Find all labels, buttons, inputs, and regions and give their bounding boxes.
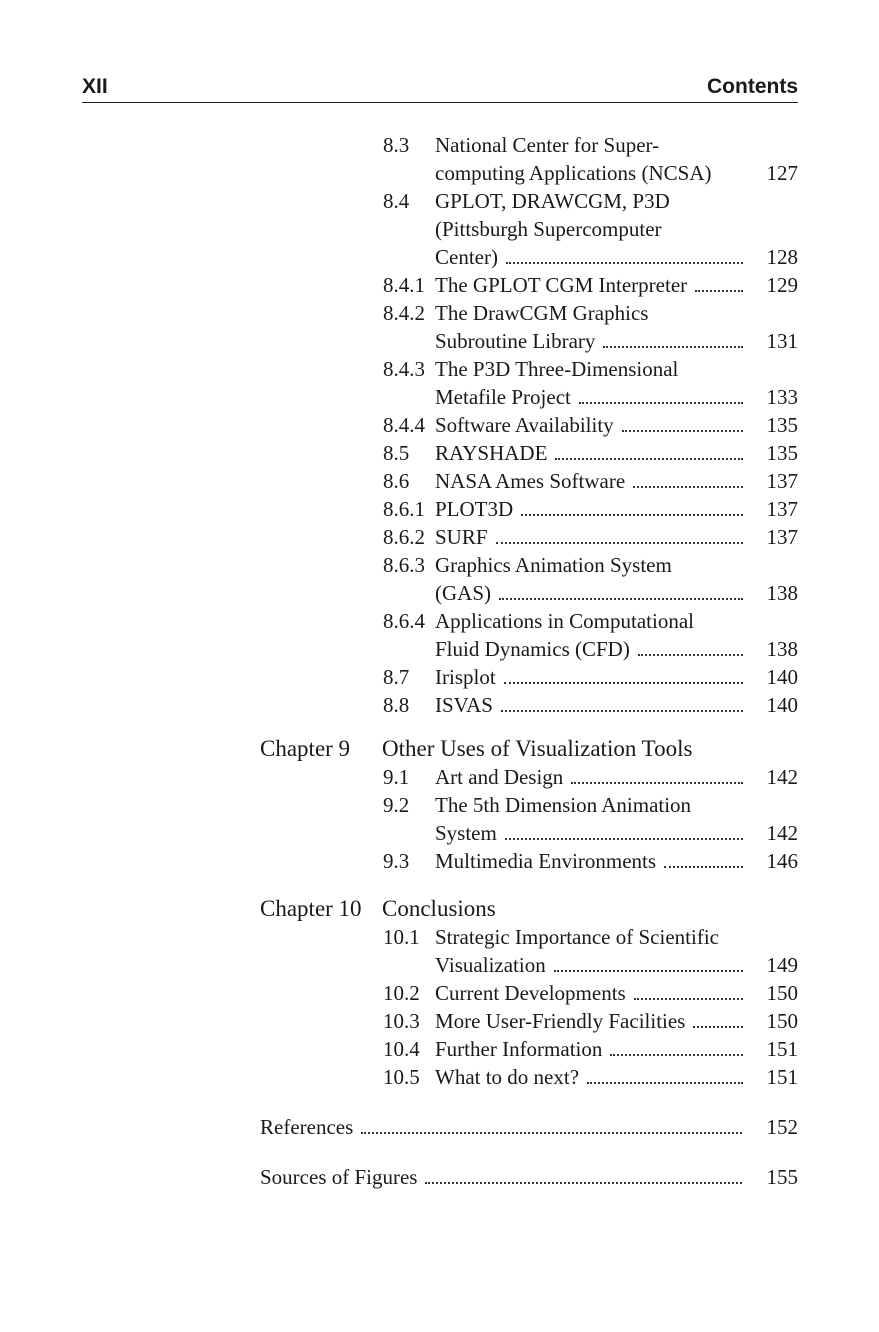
page-number-ref: 135: [766, 413, 798, 437]
toc-entry[interactable]: [383, 923, 798, 979]
dot-leader: [587, 1082, 743, 1084]
running-title: Contents: [707, 75, 798, 98]
toc-entry[interactable]: [383, 439, 798, 467]
section-title-text: Strategic Importance of Scientific: [435, 925, 719, 949]
section-title-text: Irisplot: [435, 665, 496, 689]
section-title-text: Subroutine Library: [435, 329, 596, 353]
section-title-line: [435, 663, 751, 691]
section-number: 8.4.3: [383, 357, 425, 381]
section-title-text: The GPLOT CGM Interpreter: [435, 273, 688, 297]
section-title-line: [435, 327, 751, 355]
section-title-text: (GAS): [435, 581, 491, 605]
chapter-heading[interactable]: [260, 735, 798, 765]
section-title-line: [435, 979, 751, 1007]
section-number: 9.3: [383, 849, 410, 873]
page-number-ref: 151: [766, 1037, 798, 1061]
section-title-text: Visualization: [435, 953, 546, 977]
section-title: [435, 299, 751, 355]
dot-leader: [633, 486, 743, 488]
section-title-line: [435, 523, 751, 551]
section-title: [435, 523, 751, 551]
section-title-text: SURF: [435, 525, 488, 549]
toc-entry[interactable]: [383, 271, 798, 299]
dot-leader: [571, 782, 743, 784]
dot-leader: [504, 682, 743, 684]
section-title: [435, 663, 751, 691]
section-title-text: NASA Ames Software: [435, 469, 626, 493]
toc-entry[interactable]: [383, 495, 798, 523]
toc-entry[interactable]: [383, 979, 798, 1007]
dot-leader: [521, 514, 743, 516]
section-number: 8.8: [383, 693, 410, 717]
section-title: [435, 1063, 751, 1091]
section-number: 10.5: [383, 1065, 420, 1089]
toc-entry[interactable]: [383, 1063, 798, 1091]
section-title: [435, 187, 751, 271]
dot-leader: [693, 1026, 743, 1028]
section-title-text: GPLOT, DRAWCGM, P3D: [435, 189, 670, 213]
toc-entry[interactable]: [383, 663, 798, 691]
page-number-ref: 138: [766, 581, 798, 605]
page-number-ref: 137: [766, 497, 798, 521]
section-number: 10.3: [383, 1009, 420, 1033]
section-title: [435, 607, 751, 663]
dot-leader: [361, 1132, 742, 1134]
page-number-ref: 133: [766, 385, 798, 409]
toc-entry[interactable]: [383, 551, 798, 607]
section-title-line: [435, 635, 751, 663]
section-title-line: [435, 819, 751, 847]
section-title-text: RAYSHADE: [435, 441, 548, 465]
section-number: 8.4.4: [383, 413, 425, 437]
dot-leader: [425, 1182, 742, 1184]
section-title: [435, 495, 751, 523]
page-number-ref: 140: [766, 693, 798, 717]
section-number: 8.3: [383, 133, 410, 157]
toc-entry[interactable]: [383, 523, 798, 551]
dot-leader: [695, 290, 743, 292]
section-number: 8.4.1: [383, 273, 425, 297]
dot-leader: [610, 1054, 743, 1056]
toc-entry[interactable]: [383, 299, 798, 355]
section-title: [435, 847, 751, 875]
tail-title: References: [260, 1115, 354, 1139]
dot-leader: [496, 542, 743, 544]
section-title-line: [435, 355, 751, 383]
section-number: 10.1: [383, 925, 420, 949]
chapter-label: Chapter 9: [260, 736, 351, 761]
chapter-label: Chapter 10: [260, 896, 362, 921]
section-title: [435, 467, 751, 495]
toc-entry[interactable]: [383, 411, 798, 439]
section-title-line: [435, 467, 751, 495]
section-number: 8.6.1: [383, 497, 425, 521]
dot-leader: [638, 654, 743, 656]
section-title: [435, 355, 751, 411]
section-title-text: More User-Friendly Facilities: [435, 1009, 686, 1033]
dot-leader: [499, 598, 743, 600]
section-title-text: computing Applications (NCSA): [435, 161, 712, 185]
section-title-line: [435, 243, 751, 271]
section-title-text: Art and Design: [435, 765, 564, 789]
section-number: 10.2: [383, 981, 420, 1005]
section-number: 9.1: [383, 765, 410, 789]
tail-line: [260, 1163, 798, 1191]
section-title: [435, 439, 751, 467]
references-entry[interactable]: [260, 1113, 798, 1141]
running-header: [82, 72, 798, 103]
section-title-line: [435, 847, 751, 875]
section-title-line: [435, 579, 751, 607]
page-number-ref: 127: [766, 161, 798, 185]
page-number-ref: 131: [766, 329, 798, 353]
section-title: [435, 1007, 751, 1035]
toc-entry[interactable]: [383, 691, 798, 719]
section-title-line: [435, 607, 751, 635]
page-number-ref: 135: [766, 441, 798, 465]
tail-title: Sources of Figures: [260, 1165, 418, 1189]
chapter-title: Conclusions: [382, 896, 496, 921]
section-title: [435, 763, 751, 791]
section-title-line: [435, 187, 751, 215]
section-title-line: [435, 691, 751, 719]
dot-leader: [554, 970, 743, 972]
toc-entry[interactable]: [383, 607, 798, 663]
page-number-ref: 140: [766, 665, 798, 689]
page-number-ref: 150: [766, 981, 798, 1005]
page-number-ref: 149: [766, 953, 798, 977]
section-title-text: PLOT3D: [435, 497, 514, 521]
page-number: XII: [82, 75, 108, 98]
section-title-line: [435, 439, 751, 467]
section-number: 8.6: [383, 469, 410, 493]
section-title-text: Further Information: [435, 1037, 603, 1061]
tail-line: [260, 1113, 798, 1141]
section-number: 8.6.4: [383, 609, 425, 633]
section-title-line: [435, 791, 751, 819]
dot-leader: [506, 262, 743, 264]
section-title: [435, 923, 751, 979]
section-title-text: The P3D Three-Dimensional: [435, 357, 679, 381]
section-title-line: [435, 271, 751, 299]
section-title-text: System: [435, 821, 497, 845]
section-title-line: [435, 299, 751, 327]
section-title-text: The DrawCGM Graphics: [435, 301, 649, 325]
section-title-text: Current Developments: [435, 981, 626, 1005]
section-title-line: [435, 131, 751, 159]
section-title-text: Fluid Dynamics (CFD): [435, 637, 630, 661]
dot-leader: [634, 998, 743, 1000]
page-number-ref: 150: [766, 1009, 798, 1033]
section-title-line: [435, 215, 751, 243]
section-number: 9.2: [383, 793, 410, 817]
page-number-ref: 155: [766, 1165, 798, 1189]
page-number-ref: 142: [766, 821, 798, 845]
section-title: [435, 791, 751, 847]
section-title-line: [435, 411, 751, 439]
page-number-ref: 142: [766, 765, 798, 789]
section-title-text: ISVAS: [435, 693, 493, 717]
page-number-ref: 138: [766, 637, 798, 661]
toc-entry[interactable]: [383, 1007, 798, 1035]
section-title: [435, 1035, 751, 1063]
toc-entry[interactable]: [383, 355, 798, 411]
section-title: [435, 131, 751, 187]
section-title-line: [435, 1063, 751, 1091]
section-title: [435, 271, 751, 299]
section-title-line: [435, 383, 751, 411]
dot-leader: [505, 838, 743, 840]
section-title-text: Software Availability: [435, 413, 614, 437]
page-number-ref: 137: [766, 469, 798, 493]
page-number-ref: 128: [766, 245, 798, 269]
section-title: [435, 691, 751, 719]
section-title-line: [435, 551, 751, 579]
section-title-text: The 5th Dimension Animation: [435, 793, 692, 817]
section-number: 8.4: [383, 189, 410, 213]
dot-leader: [603, 346, 743, 348]
page-number-ref: 137: [766, 525, 798, 549]
section-number: 8.7: [383, 665, 410, 689]
section-title-text: Graphics Animation System: [435, 553, 672, 577]
section-title-line: [435, 923, 751, 951]
section-number: 8.4.2: [383, 301, 425, 325]
toc-entry[interactable]: [383, 467, 798, 495]
dot-leader: [555, 458, 743, 460]
section-title-text: What to do next?: [435, 1065, 580, 1089]
section-title: [435, 411, 751, 439]
chapter-heading[interactable]: [260, 895, 798, 925]
section-title-text: National Center for Super-: [435, 133, 660, 157]
section-title-text: (Pittsburgh Supercomputer: [435, 217, 662, 241]
section-title-text: Metafile Project: [435, 385, 571, 409]
section-number: 8.5: [383, 441, 410, 465]
dot-leader: [579, 402, 743, 404]
dot-leader: [622, 430, 743, 432]
page-number-ref: 152: [766, 1115, 798, 1139]
toc-entry[interactable]: [383, 1035, 798, 1063]
toc-entry[interactable]: [383, 791, 798, 847]
page-number-ref: 146: [766, 849, 798, 873]
section-title: [435, 979, 751, 1007]
sources-of-figures-entry[interactable]: [260, 1163, 798, 1191]
section-title-text: Applications in Computational: [435, 609, 694, 633]
section-title-line: [435, 763, 751, 791]
section-number: 8.6.3: [383, 553, 425, 577]
page-number-ref: 129: [766, 273, 798, 297]
section-title-line: [435, 1035, 751, 1063]
toc-entry[interactable]: [383, 847, 798, 875]
toc-entry[interactable]: [383, 131, 798, 187]
section-title-line: [435, 1007, 751, 1035]
section-title-line: [435, 495, 751, 523]
chapter-title: Other Uses of Visualization Tools: [382, 736, 693, 761]
section-title-text: Multimedia Environments: [435, 849, 657, 873]
page-number-ref: 151: [766, 1065, 798, 1089]
section-title: [435, 551, 751, 607]
section-number: 10.4: [383, 1037, 420, 1061]
section-title-line: [435, 951, 751, 979]
section-title-line: [435, 159, 751, 187]
toc-entry[interactable]: [383, 187, 798, 271]
dot-leader: [501, 710, 743, 712]
toc-entry[interactable]: [383, 763, 798, 791]
section-number: 8.6.2: [383, 525, 425, 549]
section-title-text: Center): [435, 245, 498, 269]
dot-leader: [664, 866, 743, 868]
